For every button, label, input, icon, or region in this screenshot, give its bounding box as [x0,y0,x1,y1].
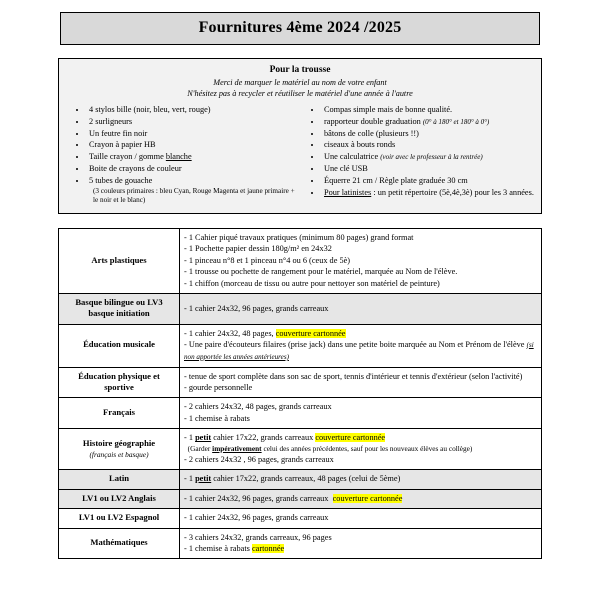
list-item: • rapporteur double graduation (0° à 180° et 180° à 0°) [322,116,535,128]
detail-line: - gourde personnelle [184,383,253,392]
details-cell [180,470,542,489]
detail-line: (Garder impérativement celui des années précédentes, sauf pour les nouveaux élèves au collège) [184,443,473,453]
list-item: • 4 stylos bille (noir, bleu, vert, rouge) [87,104,300,116]
petit-emphasis: petit [195,474,212,484]
trousse-left-list [65,104,300,205]
detail-line: - 1 chemise à rabats [184,413,250,423]
details-cell [180,324,542,367]
list-item: • Une calculatrice (voir avec le professeur à la rentrée) [322,151,535,163]
highlighted-text: cartonnée [251,544,285,553]
list-item: • Boite de crayons de couleur [87,163,300,175]
table-row [59,367,542,398]
table-row [59,398,542,429]
details-cell [180,528,542,559]
table-row [59,509,542,528]
detail-line: - 1 cahier 24x32, 48 pages, couverture cartonnée [184,328,346,338]
table-row [59,489,542,508]
details-cell [180,429,542,470]
petit-emphasis: petit [195,433,212,443]
highlighted-text: couverture cartonnée [275,328,346,338]
subject-cell: Mathématiques [59,528,180,559]
detail-line: - 1 chiffon (morceau de tissu ou autre pour nettoyer son matériel de peinture) [184,278,440,288]
list-item-label: 5 tubes de gouache [89,175,153,185]
subject-cell: Éducation musicale [59,324,180,367]
list-item: • Pour latinistes : un petit répertoire (5è,4è,3è) pour les 3 années. [322,187,535,199]
details-cell [180,398,542,429]
detail-line: - 1 Pochette papier dessin 180g/m² en 24x32 [184,244,332,254]
detail-line: - 2 cahiers 24x32 , 96 pages, grands carreaux [184,454,334,464]
trousse-subtitle-1: Merci de marquer le matériel au nom de votre enfant [213,78,387,87]
list-item: • Crayon à papier HB [87,139,300,151]
list-item: • ciseaux à bouts ronds [322,139,535,151]
calculatrice-note: (voir avec le professeur à la rentrée) [380,153,483,162]
detail-line: - 1 Cahier piqué travaux pratiques (minimum 80 pages) grand format [184,233,414,243]
subject-cell: LV1 ou LV2 Espagnol [59,509,180,528]
page-title: Fournitures 4ème 2024 /2025 [198,19,402,36]
subject-cell: Éducation physique et sportive [59,367,180,398]
trousse-left-column [65,104,300,205]
detail-line: - 1 cahier 24x32, 96 pages, grands carreaux [184,303,329,313]
trousse-section [58,58,542,214]
detail-line: - tenue de sport complète dans son sac de sport, tennis d'intérieur et tennis d'extérieur (selon l'activité) [184,371,523,381]
list-item: • bâtons de colle (plusieurs !!) [322,128,535,140]
ecouteurs-note: (si non apportée les années antérieures) [184,341,534,361]
subject-note: (français et basque) [89,449,149,459]
detail-line: - Une paire d'écouteurs filaires (prise jack) dans une petite boite marquée au Nom et Prénom de l'élève (si non apportée les années antérieures) [184,340,534,361]
details-cell [180,229,542,294]
detail-line: - 1 pinceau n°8 et 1 pinceau n°4 ou 6 (ceux de 5è) [184,255,351,265]
rapporteur-note: (0° à 180° et 180° à 0°) [422,117,490,126]
table-row [59,324,542,367]
trousse-right-column [300,104,535,205]
table-row [59,528,542,559]
subject-label: Histoire géographie [82,438,156,449]
details-cell [180,509,542,528]
detail-line: - 1 cahier 24x32, 96 pages, grands carreaux couverture cartonnée [184,493,403,503]
detail-line: - 2 cahiers 24x32, 48 pages, grands carreaux [184,402,332,412]
detail-line: - 1 cahier 24x32, 96 pages, grands carreaux [184,513,329,523]
details-cell [180,489,542,508]
list-item: • Équerre 21 cm / Règle plate graduée 30 cm [322,175,535,187]
subject-cell: Arts plastiques [59,229,180,294]
trousse-right-list [300,104,535,198]
list-item: • 2 surligneurs [87,116,300,128]
detail-line: - 1 petit cahier 17x22, grands carreaux couverture cartonnée [184,433,386,443]
trousse-subtitle-2: N'hésitez pas à recycler et réutiliser le matériel d'une année à l'autre [187,89,413,99]
trousse-heading: Pour la trousse [269,65,331,75]
subject-cell: Français [59,398,180,429]
blanche-underlined: blanche [165,152,192,162]
subject-cell [59,429,180,470]
details-cell [180,367,542,398]
list-item: • Taille crayon / gomme blanche [87,151,300,163]
list-item: • Un feutre fin noir [87,128,300,140]
detail-line: - 3 cahiers 24x32, grands carreaux, 96 pages [184,532,332,542]
list-item: • Une clé USB [322,163,535,175]
table-row [59,229,542,294]
imperativement-emphasis: impérativement [212,443,262,453]
highlighted-text: couverture cartonnée [315,433,386,443]
detail-line: - 1 trousse ou pochette de rangement pour le matériel, marquée au Nom de l'élève. [184,267,458,277]
detail-line: - 1 chemise à rabats cartonnée [184,544,285,553]
supplies-table [58,228,542,559]
table-row [59,470,542,489]
table-row [59,429,542,470]
highlighted-text: couverture cartonnée [332,493,403,503]
list-item [87,175,300,205]
page-title-banner [60,12,540,45]
trousse-columns [65,104,535,205]
detail-line: - 1 petit cahier 17x22, grands carreaux, 48 pages (celui de 5ème) [184,474,401,484]
gouache-note: (3 couleurs primaires : bleu Cyan, Rouge Magenta et jaune primaire + le noir et le blanc) [93,186,295,204]
details-cell [180,294,542,324]
list-item: • Compas simple mais de bonne qualité. [322,104,535,116]
document-page [0,12,600,612]
subject-cell: Basque bilingue ou LV3 basque initiation [59,294,180,324]
latinistes-label: Pour latinistes [324,187,372,197]
subject-cell: Latin [59,470,180,489]
table-row [59,294,542,324]
subject-cell: LV1 ou LV2 Anglais [59,489,180,508]
